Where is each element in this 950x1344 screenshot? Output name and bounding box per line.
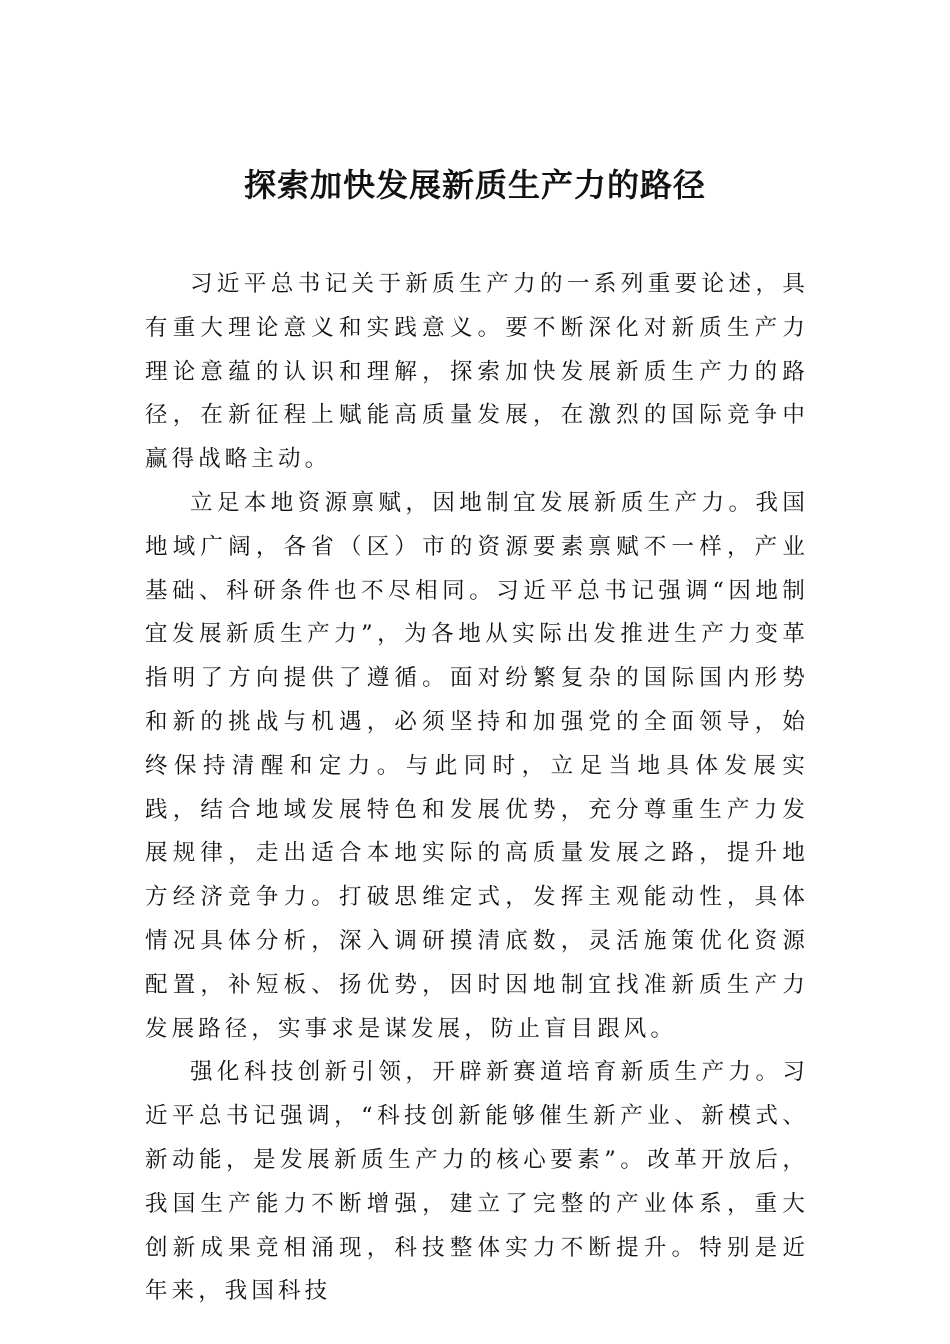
paragraph-local-resources: 立足本地资源禀赋，因地制宜发展新质生产力。我国地域广阔，各省（区）市的资源要素禀赋不一样，产业基础、科研条件也不尽相同。习近平总书记强调“因地制宜发展新质生产力”，为各地从实际出发推进生产力变革指明了方向提供了遵循。面对纷繁复杂的国际国内形势和新的挑战与机遇，必须坚持和加强党的全面领导，始终保持清醒和定力。与此同时，立足当地具体发展实践，结合地域发展特色和发展优势，充分尊重生产力发展规律，走出适合本地实际的高质量发展之路，提升地方经济竞争力。打破思维定式，发挥主观能动性，具体情况具体分析，深入调研摸清底数，灵活施策优化资源配置，补短板、扬优势，因时因地制宜找准新质生产力发展路径，实事求是谋发展，防止盲目跟风。 bbox=[145, 489, 809, 1042]
document-body bbox=[145, 263, 809, 1314]
paragraph-tech-innovation: 强化科技创新引领，开辟新赛道培育新质生产力。习近平总书记强调，“科技创新能够催生新产业、新模式、新动能，是发展新质生产力的核心要素”。改革开放后，我国生产能力不断增强，建立了完整的产业体系，重大创新成果竞相涌现，科技整体实力不断提升。特别是近年来，我国科技 bbox=[145, 1059, 809, 1305]
paragraph-intro: 习近平总书记关于新质生产力的一系列重要论述，具有重大理论意义和实践意义。要不断深化对新质生产力理论意蕴的认识和理解，探索加快发展新质生产力的路径，在新征程上赋能高质量发展，在激烈的国际竞争中赢得战略主动。 bbox=[145, 271, 809, 473]
document-title: 探索加快发展新质生产力的路径 bbox=[243, 166, 706, 204]
